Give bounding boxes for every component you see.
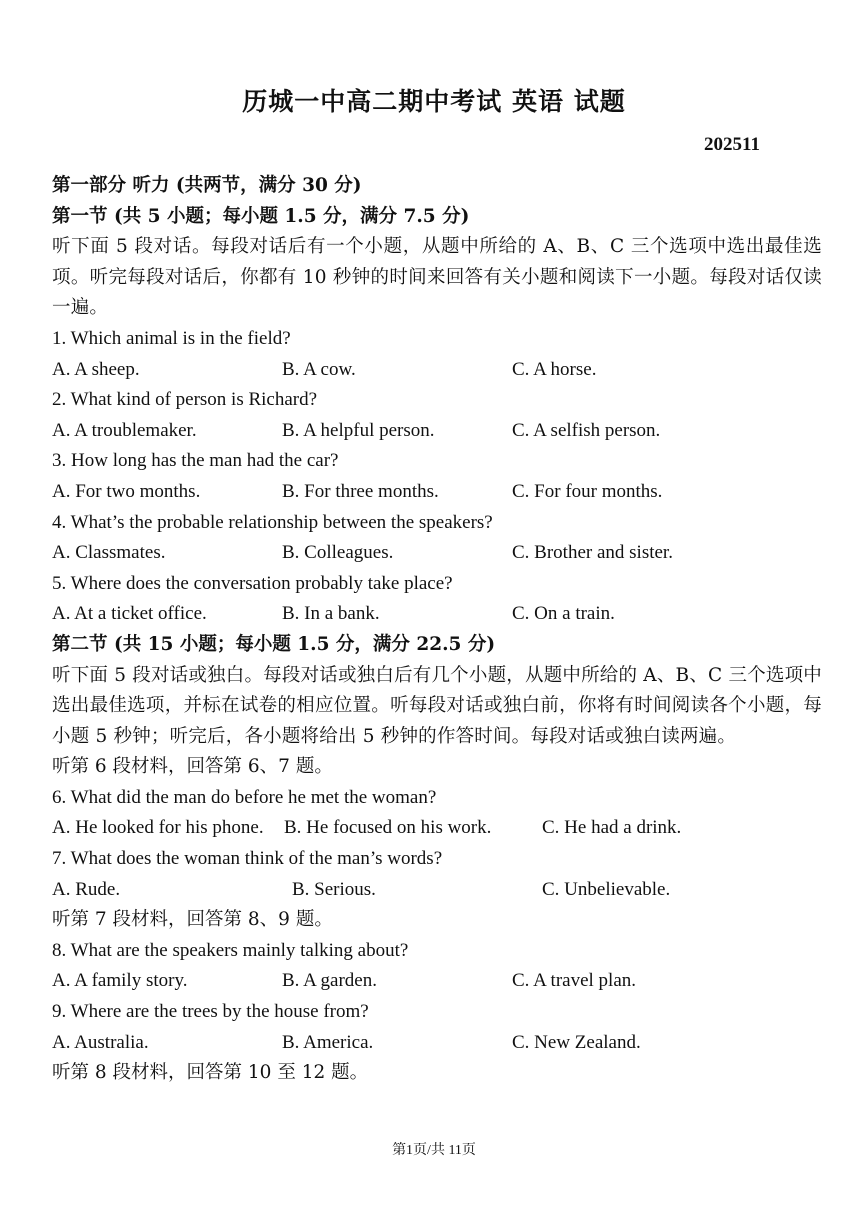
question-6: 6. What did the man do before he met the woman? bbox=[52, 786, 437, 808]
option-a: A. Australia. bbox=[52, 1031, 149, 1053]
option-a: A. A family story. bbox=[52, 970, 188, 992]
question-7-options bbox=[52, 875, 822, 906]
option-a: A. A troublemaker. bbox=[52, 419, 197, 441]
option-c: C. For four months. bbox=[512, 480, 663, 502]
option-a: A. At a ticket office. bbox=[52, 603, 207, 625]
question-5: 5. Where does the conversation probably take place? bbox=[52, 572, 453, 594]
option-b: B. He focused on his work. bbox=[284, 817, 492, 839]
option-b: B. For three months. bbox=[282, 480, 439, 502]
section1-instructions: 听下面 5 段对话。每段对话后有一个小题，从题中所给的 A、B、C 三个选项中选出最佳选项。听完每段对话后，你都有 10 秒钟的时间来回答有关小题和阅读下一小题。每段对话仅读一遍。 bbox=[52, 236, 822, 319]
material-6-note: 听第 6 段材料，回答第 6、7 题。 bbox=[52, 756, 333, 778]
option-b: B. A garden. bbox=[282, 970, 377, 992]
part1-heading: 第一部分 听力 (共两节，满分 30 分) bbox=[52, 175, 362, 196]
question-6-options bbox=[52, 813, 822, 844]
exam-title: 历城一中高二期中考试 英语 试题 bbox=[242, 87, 626, 116]
question-1-options bbox=[52, 355, 822, 386]
option-c: C. On a train. bbox=[512, 603, 615, 625]
option-c: C. New Zealand. bbox=[512, 1031, 641, 1053]
option-c: C. Brother and sister. bbox=[512, 542, 673, 564]
question-2-options bbox=[52, 416, 822, 447]
section1-heading: 第一节 (共 5 小题；每小题 1.5 分，满分 7.5 分) bbox=[52, 205, 470, 227]
question-9-options bbox=[52, 1028, 822, 1059]
option-c: C. He had a drink. bbox=[542, 817, 682, 839]
option-a: A. For two months. bbox=[52, 480, 201, 502]
option-b: B. A cow. bbox=[282, 358, 356, 380]
question-3-options bbox=[52, 477, 822, 508]
question-4-options bbox=[52, 538, 822, 569]
option-a: A. He looked for his phone. bbox=[52, 817, 264, 839]
question-4: 4. What’s the probable relationship between the speakers? bbox=[52, 511, 493, 533]
option-c: C. A horse. bbox=[512, 358, 597, 380]
question-1: 1. Which animal is in the field? bbox=[52, 327, 291, 349]
question-9: 9. Where are the trees by the house from? bbox=[52, 1001, 369, 1023]
question-3: 3. How long has the man had the car? bbox=[52, 450, 339, 472]
option-b: B. A helpful person. bbox=[282, 419, 435, 441]
material-8-note: 听第 8 段材料，回答第 10 至 12 题。 bbox=[52, 1062, 369, 1084]
option-c: C. A selfish person. bbox=[512, 419, 661, 441]
question-8: 8. What are the speakers mainly talking about? bbox=[52, 939, 409, 961]
option-b: B. America. bbox=[282, 1031, 374, 1053]
option-a: A. A sheep. bbox=[52, 358, 140, 380]
option-c: C. A travel plan. bbox=[512, 970, 637, 992]
question-5-options bbox=[52, 599, 822, 630]
page-footer: 第1页/共 11页 bbox=[392, 1143, 476, 1158]
section2-heading: 第二节 (共 15 小题；每小题 1.5 分，满分 22.5 分) bbox=[52, 633, 496, 655]
exam-content bbox=[52, 171, 822, 1089]
exam-date: 202511 bbox=[704, 134, 760, 155]
option-a: A. Classmates. bbox=[52, 542, 166, 564]
question-2: 2. What kind of person is Richard? bbox=[52, 389, 318, 411]
option-b: B. Serious. bbox=[292, 878, 376, 900]
question-8-options bbox=[52, 966, 822, 997]
option-a: A. Rude. bbox=[52, 878, 121, 900]
material-7-note: 听第 7 段材料，回答第 8、9 题。 bbox=[52, 909, 333, 931]
option-b: B. Colleagues. bbox=[282, 542, 394, 564]
section2-instructions: 听下面 5 段对话或独白。每段对话或独白后有几个小题，从题中所给的 A、B、C 三个选项中选出最佳选项，并标在试卷的相应位置。听每段对话或独白前，你将有时间阅读各个小题，每小题 5 秒钟；听完后，各小题将给出 5 秒钟的作答时间。每段对话或独白读两遍。 bbox=[52, 664, 822, 747]
option-b: B. In a bank. bbox=[282, 603, 380, 625]
option-c: C. Unbelievable. bbox=[542, 878, 671, 900]
question-7: 7. What does the woman think of the man’s words? bbox=[52, 848, 443, 870]
